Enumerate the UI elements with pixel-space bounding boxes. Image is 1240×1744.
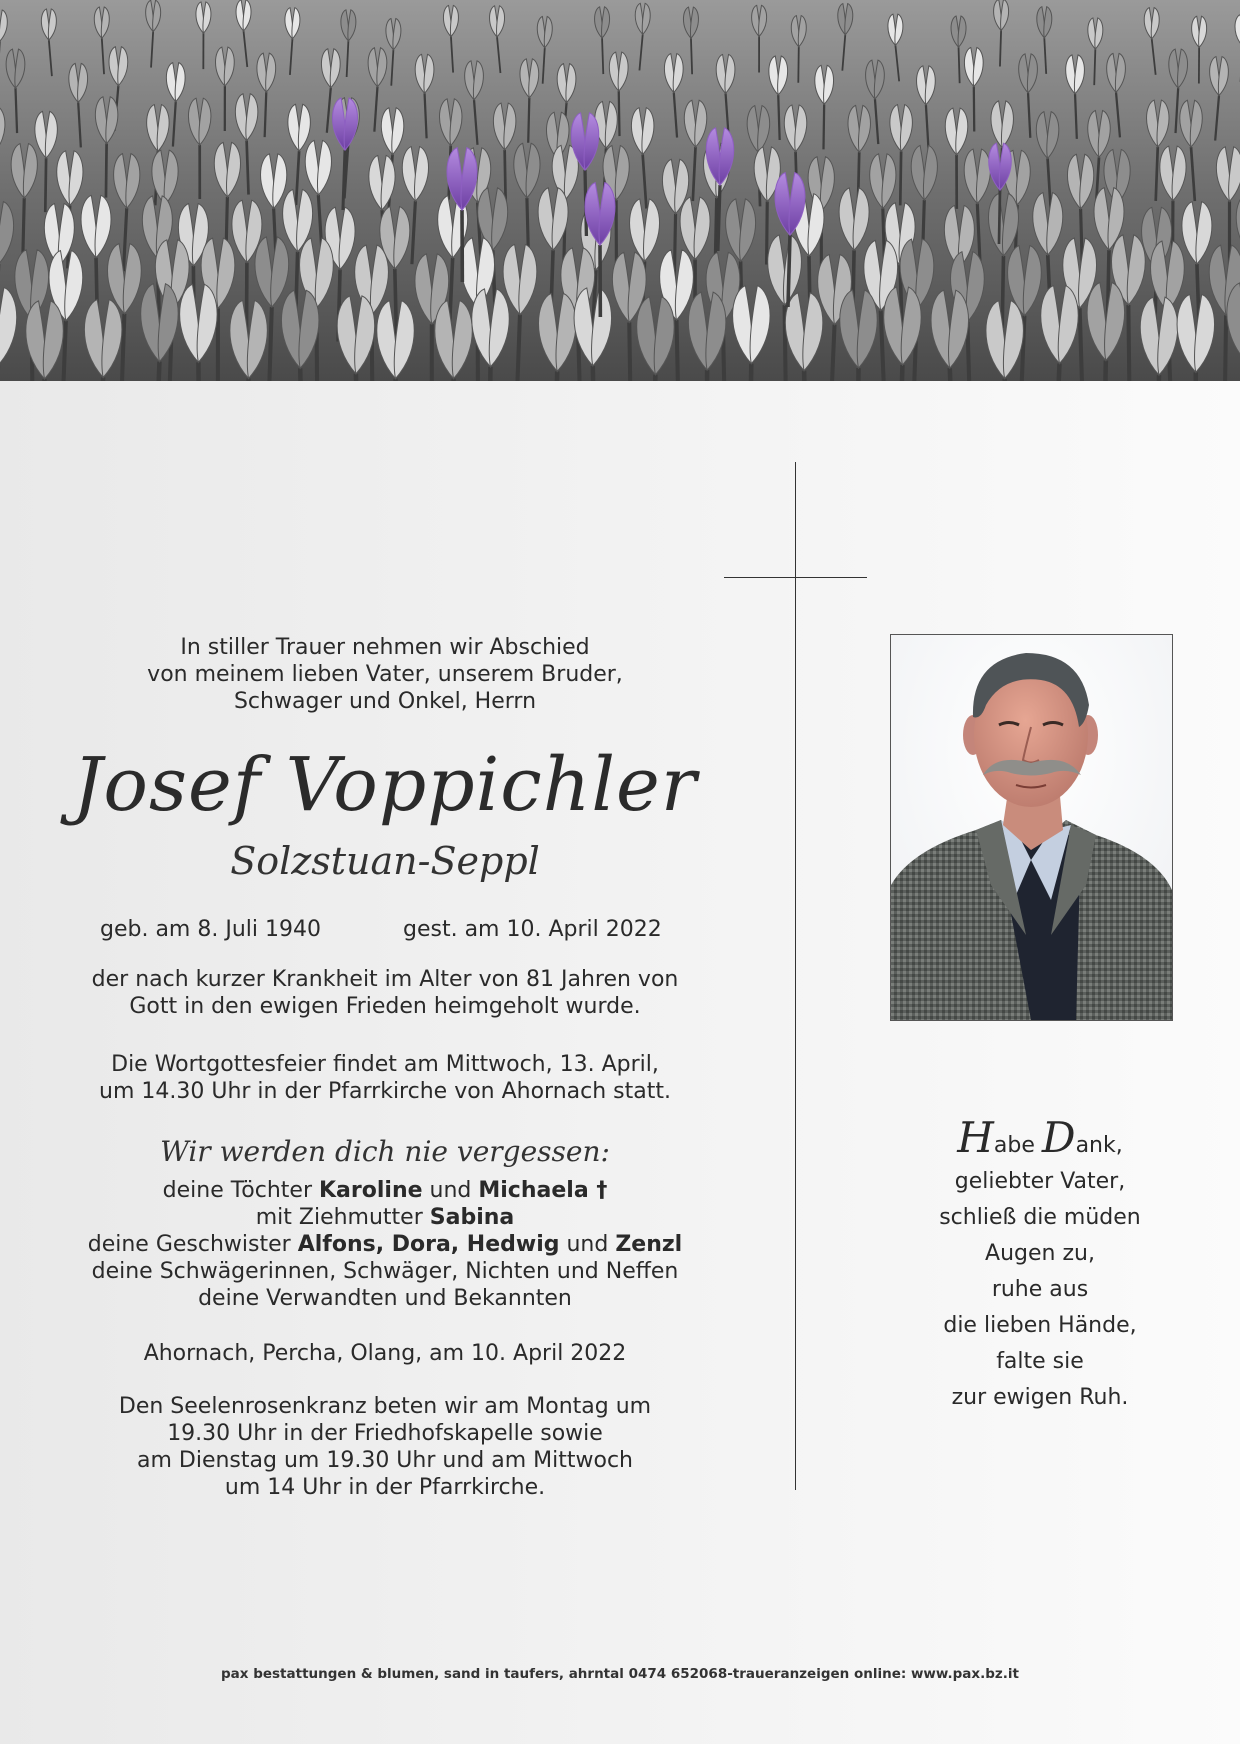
verse-initial: H — [957, 1113, 994, 1162]
verse-line: Augen zu, — [985, 1241, 1095, 1266]
verse-line: ruhe aus — [991, 1277, 1089, 1302]
family-line-daughters — [0, 1177, 770, 1204]
intro-line: von meinem lieben Vater, unserem Bruder, — [147, 662, 623, 687]
family-text: deine Geschwister — [87, 1232, 298, 1257]
verse-initial: D — [1041, 1113, 1076, 1162]
verse-line: die lieben Hände, — [943, 1313, 1137, 1338]
cross-symbol: † — [588, 1178, 608, 1203]
verse-first-line — [900, 1113, 1180, 1164]
verse-line: zur ewigen Ruh. — [951, 1385, 1129, 1410]
place-date: Ahornach, Percha, Olang, am 10. April 2022 — [143, 1341, 627, 1366]
verse-line: falte sie — [996, 1349, 1084, 1374]
illness-line: der nach kurzer Krankheit im Alter von 81 Jahren von — [91, 967, 679, 992]
family-name: Alfons, Dora, Hedwig — [297, 1232, 560, 1257]
rosary-line: um 14 Uhr in der Pfarrkirche. — [224, 1475, 546, 1500]
cross-horizontal-line — [724, 577, 867, 578]
family-name: Zenzl — [615, 1232, 683, 1257]
portrait-photo — [890, 634, 1173, 1021]
footer-contact: pax bestattungen & blumen, sand in taufers, ahrntal 0474 652068-traueranzeigen online: www.pax.bz.it — [221, 1666, 1019, 1682]
intro-text — [0, 634, 770, 715]
family-line-relatives: deine Verwandten und Bekannten — [198, 1286, 572, 1311]
rosary-line: Den Seelenrosenkranz beten wir am Montag um — [118, 1394, 652, 1419]
deceased-name: Josef Voppichler — [72, 742, 698, 828]
farewell-heading: Wir werden dich nie vergessen: — [160, 1135, 610, 1168]
verse — [900, 1113, 1180, 1416]
header-photo-crocus-meadow — [0, 0, 1240, 381]
family-text: und — [559, 1232, 616, 1257]
service-text — [0, 1051, 770, 1105]
family-text: deine Töchter — [162, 1178, 319, 1203]
deceased-nickname: Solzstuan-Seppl — [230, 839, 540, 883]
verse-text: ank, — [1075, 1133, 1123, 1158]
service-line: Die Wortgottesfeier findet am Mittwoch, 13. April, — [111, 1052, 659, 1077]
death-date: gest. am 10. April 2022 — [403, 917, 662, 942]
family-name: Michaela — [478, 1178, 589, 1203]
service-line: um 14.30 Uhr in der Pfarrkirche von Ahornach statt. — [99, 1079, 671, 1104]
rosary-line: 19.30 Uhr in der Friedhofskapelle sowie — [167, 1421, 603, 1446]
family-line-siblings — [0, 1231, 770, 1258]
family-line-inlaws: deine Schwägerinnen, Schwäger, Nichten und Neffen — [91, 1259, 679, 1284]
rosary-text — [0, 1393, 770, 1501]
intro-line: Schwager und Onkel, Herrn — [233, 689, 537, 714]
family-list — [0, 1177, 770, 1312]
verse-text: abe — [993, 1133, 1042, 1158]
illness-text — [0, 966, 770, 1020]
cross-vertical-line — [795, 462, 796, 1490]
family-text: mit Ziehmutter — [255, 1205, 430, 1230]
family-text: und — [422, 1178, 479, 1203]
rosary-line: am Dienstag um 19.30 Uhr und am Mittwoch — [137, 1448, 633, 1473]
family-name: Karoline — [319, 1178, 423, 1203]
verse-line: geliebter Vater, — [954, 1169, 1126, 1194]
birth-date: geb. am 8. Juli 1940 — [100, 917, 321, 942]
family-name: Sabina — [429, 1205, 515, 1230]
intro-line: In stiller Trauer nehmen wir Abschied — [180, 635, 590, 660]
family-line-stepmother — [0, 1204, 770, 1231]
illness-line: Gott in den ewigen Frieden heimgeholt wurde. — [129, 994, 641, 1019]
verse-line: schließ die müden — [939, 1205, 1141, 1230]
